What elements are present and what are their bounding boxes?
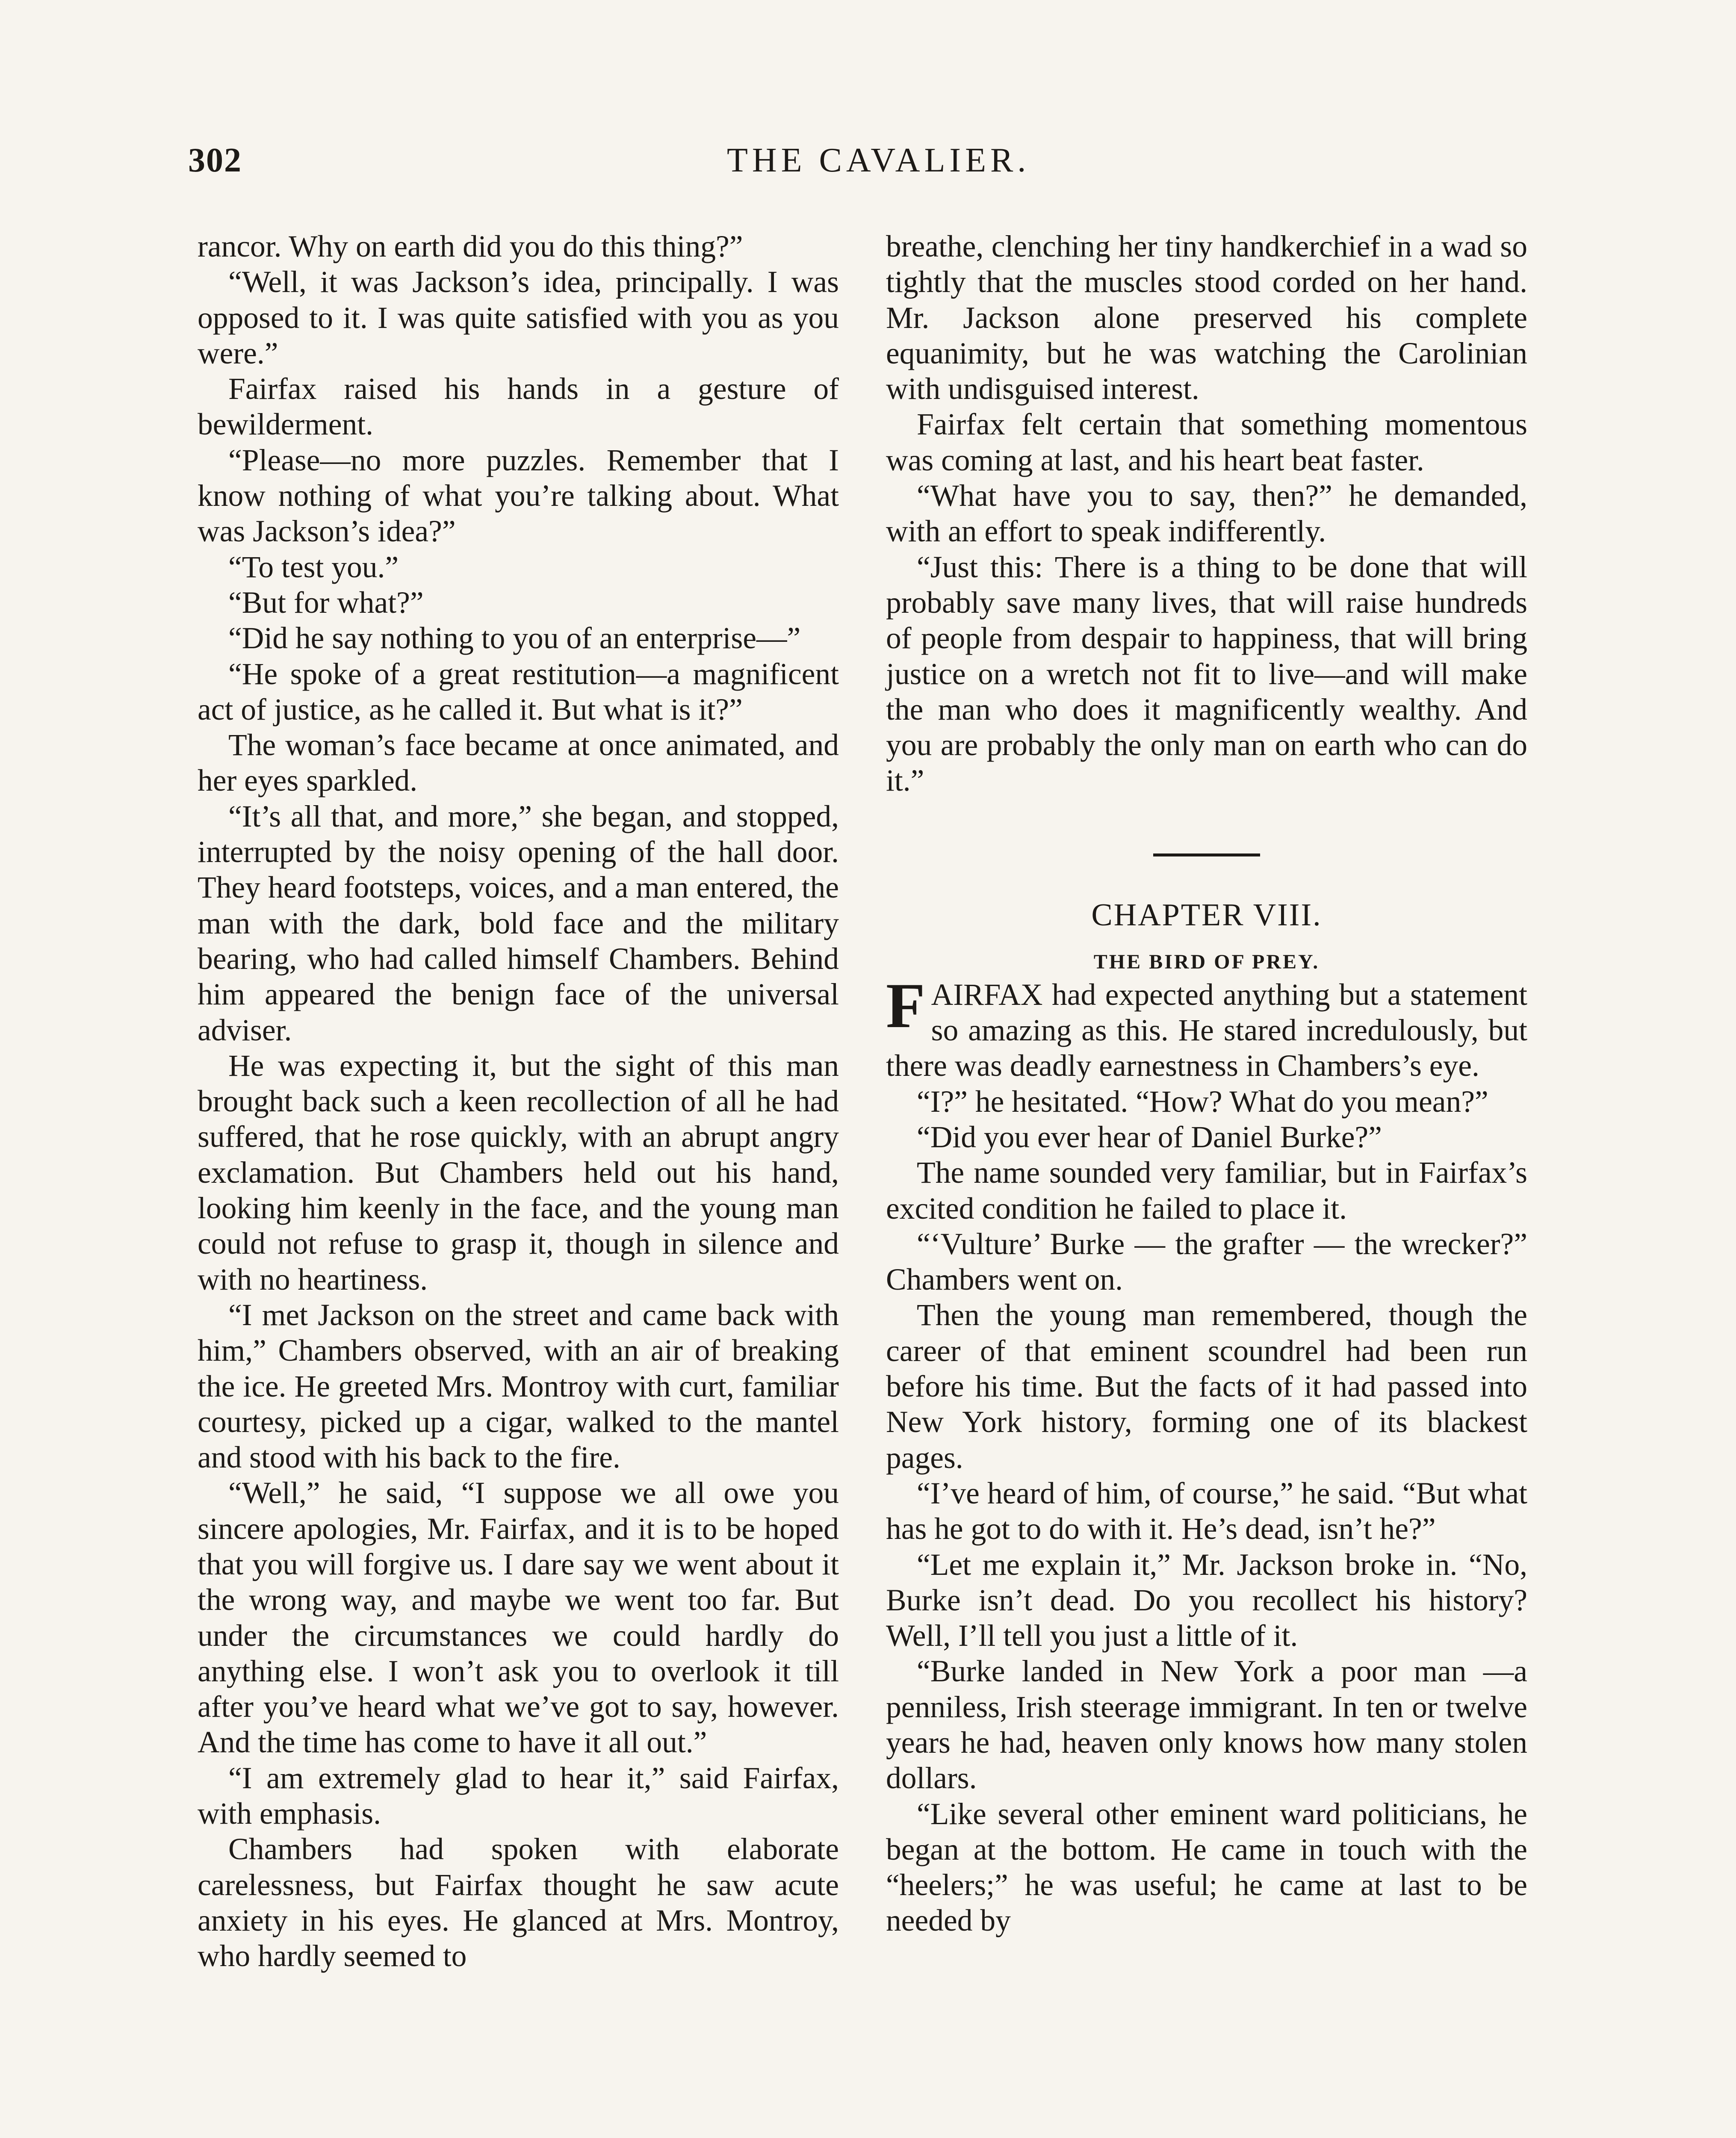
paragraph: The woman’s face became at once animated, and her eyes sparkled. xyxy=(198,728,839,798)
paragraph: He was expecting it, but the sight of this man brought back such a keen recollection of all he had suffered, that he rose quickly, with an abrupt angry exclamation. But Chambers held out his hand, looking him keenly in the face, and the young man could not refuse to grasp it, though in silence and with no heartiness. xyxy=(198,1048,839,1296)
paragraph: “I?” he hesitated. “How? What do you mean?” xyxy=(917,1084,1488,1119)
paragraph: “Did you ever hear of Daniel Burke?” xyxy=(917,1120,1382,1154)
paragraph: “What have you to say, then?” he demanded, with an effort to speak indifferently. xyxy=(886,479,1527,549)
paragraph: “I met Jackson on the street and came back with him,” Chambers observed, with an air of breaking the ice. He greeted Mrs. Montroy with curt, familiar courtesy, picked up a cigar, walked to the mantel and stood with his back to the fire. xyxy=(198,1298,839,1475)
paragraph: “I am extremely glad to hear it,” said Fairfax, with emphasis. xyxy=(198,1761,839,1831)
paragraph: Chambers had spoken with elaborate carelessness, but Fairfax thought he saw acute anxiety in his eyes. He glanced at Mrs. Montroy, who hardly seemed to xyxy=(198,1832,839,1973)
paragraph: “Like several other eminent ward politicians, he began at the bottom. He came in touch with the “heelers;” he was useful; he came at last to be needed by xyxy=(886,1797,1527,1938)
section-divider xyxy=(1153,853,1260,856)
paragraph: “But for what?” xyxy=(228,585,424,620)
running-title: THE CAVALIER. xyxy=(727,142,1030,179)
paragraph: Fairfax felt certain that something momentous was coming at last, and his heart beat faster. xyxy=(886,408,1527,477)
paragraph: “Did he say nothing to you of an enterprise—” xyxy=(228,621,801,656)
paragraph: rancor. Why on earth did you do this thing?” xyxy=(198,230,743,263)
chapter-opening-paragraph xyxy=(886,970,1527,1084)
paragraph: Then the young man remembered, though the career of that eminent scoundrel had been run before his time. But the facts of it had passed into New York history, forming one of its blackest pages. xyxy=(886,1298,1527,1475)
drop-cap: F xyxy=(886,970,925,1041)
chapter-title: CHAPTER VIII. xyxy=(1091,897,1322,933)
paragraph: “To test you.” xyxy=(228,550,399,584)
right-column-bottom xyxy=(886,1084,1527,1939)
right-column-top xyxy=(886,229,1527,799)
opening-text: AIRFAX had expected anything but a statement so amazing as this. He stared incredulously, but there was deadly earnestness in Chambers’s eye. xyxy=(886,977,1527,1083)
paragraph: “Let me explain it,” Mr. Jackson broke in. “No, Burke isn’t dead. Do you recollect his history? Well, I’ll tell you just a little of it. xyxy=(886,1547,1527,1653)
paragraph: “Just this: There is a thing to be done that will probably save many lives, that will raise hundreds of people from despair to happiness, that will bring justice on a wretch not fit to live—and will make the man who does it magnificently wealthy. And you are probably the only man on earth who can do it.” xyxy=(886,550,1527,798)
page-header xyxy=(188,141,1535,188)
paragraph: “Burke landed in New York a poor man —a penniless, Irish steerage immigrant. In ten or twelve years he had, heaven only knows how many stolen dollars. xyxy=(886,1654,1527,1795)
paragraph: “I’ve heard of him, of course,” he said. “But what has he got to do with it. He’s dead, isn’t he?” xyxy=(886,1476,1527,1546)
left-column xyxy=(198,229,839,1974)
paragraph: breathe, clenching her tiny handkerchief in a wad so tightly that the muscles stood corded on her hand. Mr. Jackson alone preserved his complete equanimity, but he was watching the Carolinian with undisguised interest. xyxy=(886,230,1527,406)
paragraph: “‘Vulture’ Burke — the grafter — the wrecker?” Chambers went on. xyxy=(886,1227,1527,1297)
paragraph: “It’s all that, and more,” she began, and stopped, interrupted by the noisy opening of the hall door. They heard footsteps, voices, and a man entered, the man with the dark, bold face and the military bearing, who had called himself Chambers. Behind him appeared the benign face of the universal adviser. xyxy=(198,799,839,1047)
paragraph: “Well, it was Jackson’s idea, principally. I was opposed to it. I was quite satisfied with you as you were.” xyxy=(198,265,839,370)
paragraph: “Please—no more puzzles. Remember that I know nothing of what you’re talking about. What was Jackson’s idea?” xyxy=(198,443,839,549)
paragraph: The name sounded very familiar, but in Fairfax’s excited condition he failed to place it. xyxy=(886,1156,1527,1226)
chapter-subtitle: THE BIRD OF PREY. xyxy=(1093,950,1320,973)
paragraph: Fairfax raised his hands in a gesture of bewilderment. xyxy=(198,372,839,442)
paragraph: “He spoke of a great restitution—a magnificent act of justice, as he called it. But what is it?” xyxy=(198,657,839,726)
right-column xyxy=(886,229,1527,1939)
paragraph: “Well,” he said, “I suppose we all owe you sincere apologies, Mr. Fairfax, and it is to be hoped that you will forgive us. I dare say we went about it the wrong way, and maybe we went too far. But under the circumstances we could hardly do anything else. I won’t ask you to overlook it till after you’ve heard what we’ve got to say, however. And the time has come to have it all out.” xyxy=(198,1476,839,1760)
page-number: 302 xyxy=(188,142,242,179)
